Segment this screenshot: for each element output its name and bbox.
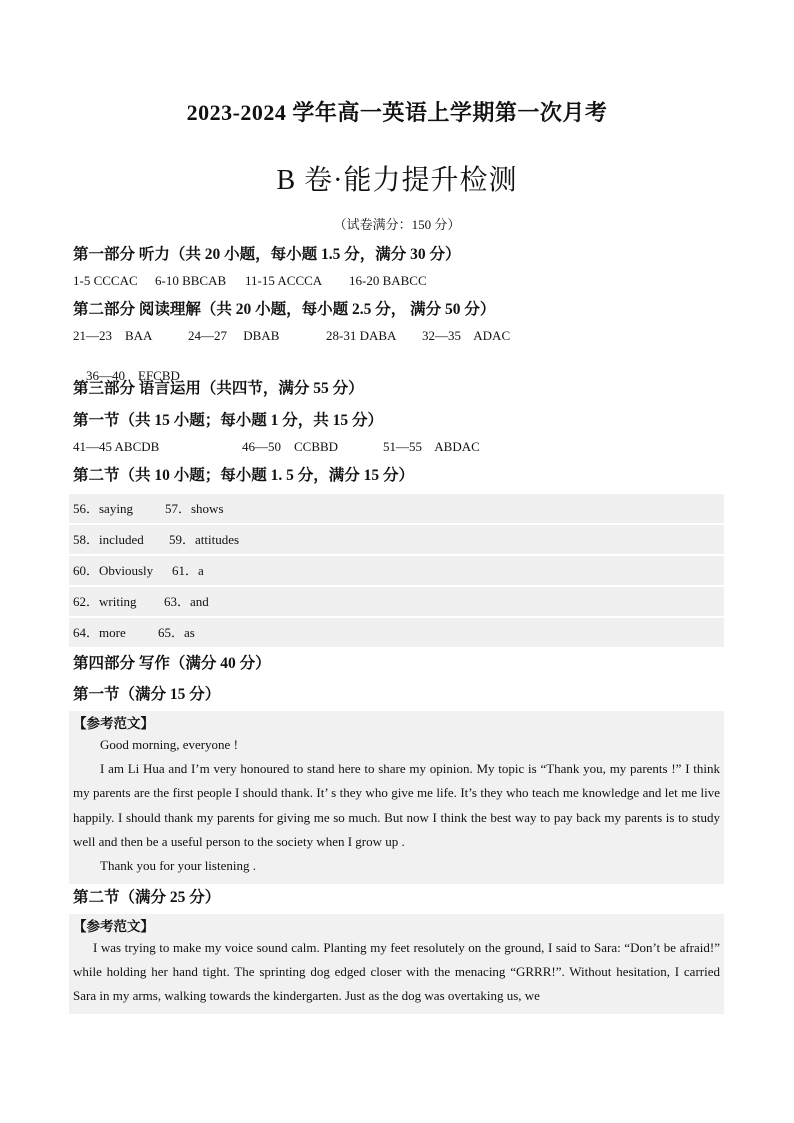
answer-item: 63．and <box>164 594 209 609</box>
part2-answers-row1 <box>73 328 510 344</box>
answer-group: 32—35 ADAC <box>422 328 511 343</box>
answer-item: 59．attitudes <box>169 532 240 547</box>
answer-row <box>69 525 724 555</box>
document-title: 2023-2024 学年高一英语上学期第一次月考 <box>186 100 608 125</box>
answer-group: 11-15 ACCCA <box>245 273 323 288</box>
sample-essay-1 <box>69 711 724 884</box>
document-subtitle: B 卷·能力提升检测 <box>276 165 518 196</box>
part2-heading: 第二部分 阅读理解（共 20 小题，每小题 2.5 分， 满分 50 分） <box>73 301 496 318</box>
part3-section2-heading: 第二节（共 10 小题；每小题 1. 5 分，满分 15 分） <box>73 467 415 484</box>
answer-group: 51—55 ABDAC <box>383 439 480 454</box>
answer-item: 61．a <box>172 563 204 578</box>
answer-group: 41—45 ABCDB <box>73 439 160 454</box>
answer-row <box>69 618 724 648</box>
score-note: （试卷满分：150 分） <box>333 217 461 232</box>
answer-group: 36—40 EFCBD <box>86 368 180 383</box>
part1-heading: 第一部分 听力（共 20 小题，每小题 1.5 分，满分 30 分） <box>73 246 461 263</box>
answer-group: 16-20 BABCC <box>349 273 427 288</box>
essay-closing: Thank you for your listening . <box>100 858 256 874</box>
part3-heading: 第三部分 语言运用（共四节，满分 55 分） <box>73 380 364 397</box>
part1-answers <box>73 273 427 289</box>
answer-item: 64．more <box>73 625 126 640</box>
part3-section1-heading: 第一节（共 15 小题；每小题 1 分，共 15 分） <box>73 412 384 429</box>
answer-group: 28-31 DABA <box>326 328 397 343</box>
answer-item: 60．Obviously <box>73 563 154 578</box>
part4-heading: 第四部分 写作（满分 40 分） <box>73 655 271 672</box>
essay-body: I am Li Hua and I’m very honoured to stand here to share my opinion. My topic is “Thank you, my parents !” I think my parents are the first people I should thank. It’ s they who give me life. It’s they who teach me knowledge and let me live happily. I should thank my parents for giving me so much. But now I think the best way to pay back my parents is to study well and then be a useful person to the society when I grow up . <box>73 761 720 849</box>
answer-item: 65．as <box>158 625 195 640</box>
answer-group: 21—23 BAA <box>73 328 153 343</box>
answer-group: 1-5 CCCAC <box>73 273 138 288</box>
essay-body: I was trying to make my voice sound calm. Planting my feet resolutely on the ground, I said to Sara: “Don’t be afraid!” while holding her hand tight. The sprinting dog edged closer with the menacing “GRRR!”. Without hesitation, I carried Sara in my arms, walking towards the kindergarten. Just as the dog was overtaking us, we <box>73 940 720 1004</box>
part3-section1-answers <box>73 439 480 455</box>
reference-label: 【参考范文】 <box>73 919 154 934</box>
answer-row <box>69 494 724 524</box>
sample-essay-2 <box>69 914 724 1014</box>
answer-group: 24—27 DBAB <box>188 328 280 343</box>
answer-row <box>69 587 724 617</box>
answer-row <box>69 556 724 586</box>
answer-item: 57．shows <box>165 501 224 516</box>
reference-label: 【参考范文】 <box>73 716 154 731</box>
answer-item: 58．included <box>73 532 144 547</box>
answer-item: 56．saying <box>73 501 133 516</box>
part4-section1-heading: 第一节（满分 15 分） <box>73 686 221 703</box>
answer-group: 6-10 BBCAB <box>155 273 227 288</box>
answer-group: 46—50 CCBBD <box>242 439 339 454</box>
essay-greeting: Good morning, everyone ! <box>100 737 238 752</box>
part4-section2-heading: 第二节（满分 25 分） <box>73 889 221 906</box>
answer-item: 62．writing <box>73 594 137 609</box>
